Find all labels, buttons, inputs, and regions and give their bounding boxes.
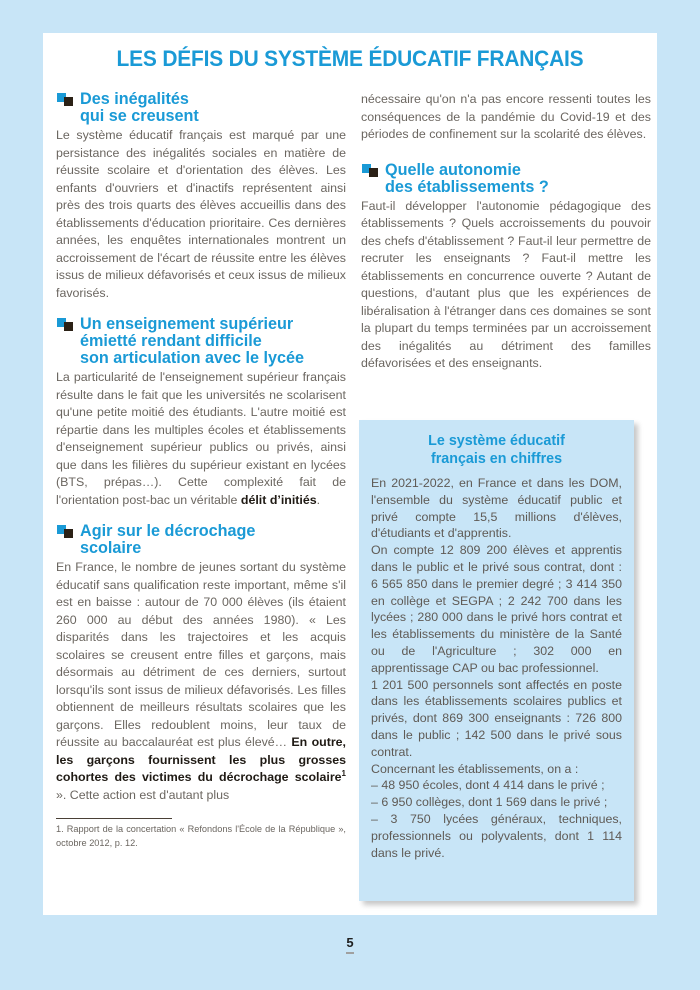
bold-emphasis: En outre, les garçons fournissent les plus grosses cohortes des victimes du décrochage scolaire$^1$ [56,735,346,784]
infobox-body [371,475,622,861]
section-body-autonomie: Faut-il développer l'autonomie pédagogique des établissements ? Quels accroissements du pouvoir des chefs d'établissement ? Faut-il leur permettre de recruter les enseignants ? Faut-il mettre les établissements en concurrence ouverte ? Autant de questions, d'autant plus que les expériences de libéralisation à l'étranger dans ces domaines se sont la plupart du temps terminées par un accroissement des inégalités au détriment des familles défavorisées et des enseignants. [361,198,651,370]
footnote-divider [56,818,172,819]
page-number: 5 [346,935,354,950]
section-body-inegalites: Le système éducatif français est marqué par une persistance des inégalités sociales en matière de réussite scolaire et d'orientation des élèves. Les enfants d'ouvriers et d'inactifs représentent ainsi près des trois quarts des élèves accueillis dans des établissements d'éducation prioritaire. Ces dernières années, les enquêtes internationales montrent un accroissement de l'écart de réussite entre les élèves issus de milieux défavorisés et ceux issus de milieux favorisés. [56,128,346,300]
bold-emphasis: délit d’initiés [240,492,317,507]
square-bullet-icon [57,93,75,107]
section-body-enseignement-superieur: La particularité de l'enseignement supérieur français résulte dans le fait que les universités ne scolarisent qu'une petite moitié des étudiants. L'autre moitié est répartie dans les multiples écoles et établissements d'enseignement supérieur publics ou privés, ainsi que dans les filières du supérieur existant en lycées (BTS, prépas…). Cette complexité fait de l'orientation post-bac un véritable délit d’initiés. [56,370,346,507]
section-body-decrochage: En France, le nombre de jeunes sortant du système éducatif sans qualification reste important, même s'il est en baisse : autour de 70 000 élèves (ils étaient 260 000 au début des années 1980). « Les disparités dans les trajectoires et les acquis scolaires se creusent entre filles et garçons, mais désormais au détriment de ces derniers, surtout lorsqu'ils sont issus de milieux défavorisés. Les filles obtiennent de meilleurs résultats scolaires que les garçons. Elles redoublent moins, leur taux de réussite au baccalauréat est plus élevé… En outre, les garçons fournissent les plus grosses cohortes des victimes du décrochage scolaire$^1$ ». Cette action est d'autant plus [56,560,346,802]
section-heading-enseignement-superieur: Un enseignement supérieur émietté rendant difficile son articulation avec le lycée [56,316,346,367]
section-heading-inegalites: Des inégalités qui se creusent [56,91,346,125]
right-column [361,91,651,373]
square-bullet-icon [362,164,380,178]
square-bullet-icon [57,525,75,539]
continuation-text: nécessaire qu'on n'a pas encore ressenti toutes les conséquences de la pandémie du Covid-19 et des périodes de confinement sur la scolarité des élèves. [361,92,651,141]
square-bullet-icon [57,318,75,332]
left-column [56,91,346,850]
section-heading-decrochage: Agir sur le décrochage scolaire [56,523,346,557]
page-number-underline [346,952,354,954]
statistics-infobox [359,420,634,901]
infobox-list-item: – 6 950 collèges, dont 1 569 dans le privé ; [371,795,608,810]
infobox-list-item: – 3 750 lycées généraux, techniques, professionnels ou polyvalents, dont 1 114 dans le privé. [371,811,622,860]
infobox-paragraph: 1 201 500 personnels sont affectés en poste dans les établissements scolaires publics et privés, dont 869 300 enseignants : 726 800 dans le public ; 142 500 dans le privé sous contrat. [371,677,622,759]
page-title: LES DÉFIS DU SYSTÈME ÉDUCATIF FRANÇAIS [116,46,584,71]
infobox-paragraph: On compte 12 809 200 élèves et apprentis dans le public et le privé sous contrat, dont : 6 565 850 dans le premier degré ; 3 414 350 en collège et SEGPA ; 2 242 700 dans les lycées ; 280 000 dans le privé hors contrat et les établissements du ministère de la Santé ou de l'Agriculture ; 302 000 en apprentissage CAP ou bac professionnel. [371,543,622,675]
infobox-paragraph: En 2021-2022, en France et dans les DOM, l'ensemble du système éducatif public et privé compte 15,5 millions d'élèves, d'étudiants et d'apprentis. [371,476,622,541]
section-heading-autonomie: Quelle autonomie des établissements ? [361,162,651,196]
page-panel [43,33,657,915]
footnote: 1. Rapport de la concertation « Refondons l'École de la République », octobre 2012, p. 12. [56,824,346,848]
infobox-list-item: – 48 950 écoles, dont 4 414 dans le privé ; [371,778,605,793]
footnote-reference[interactable]: 1 [341,768,346,778]
infobox-paragraph: Concernant les établissements, on a : [371,761,579,776]
infobox-title: Le système éducatif français en chiffres [428,433,565,467]
